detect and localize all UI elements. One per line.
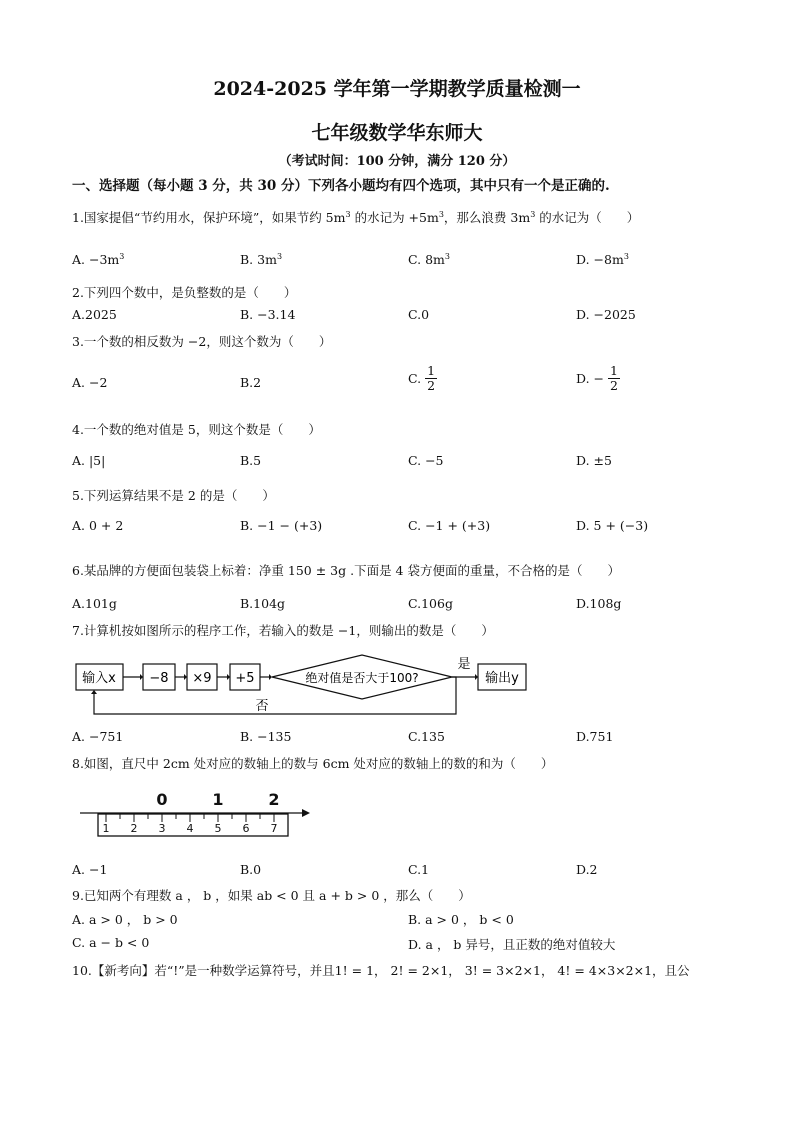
q3-option-d: D. − $\frac{1}{2}$: [576, 363, 618, 393]
q6-option-a: A.101g: [72, 596, 117, 611]
q4-option-a: A. |5|: [72, 453, 106, 468]
ruler-label: 3: [158, 822, 166, 835]
ruler-label: 6: [242, 822, 250, 835]
q5-option-b: B. −1 − (+3): [240, 518, 323, 533]
axis-arrow: [302, 809, 310, 817]
question-9-stem: 9.已知两个有理数 a ， b ，如果 ab < 0 且 a + b > 0 ，那么（ ）: [72, 888, 471, 903]
question-5-stem: 5.下列运算结果不是 2 的是（ ）: [72, 488, 275, 503]
q8-option-b: B.0: [240, 862, 262, 877]
q1-option-d: D. $-8m^3$: [576, 251, 629, 267]
q3-option-b: B.2: [240, 375, 262, 390]
q9-option-d: D. a ， b 异号，且正数的绝对值较大: [408, 937, 616, 952]
ruler-label: 7: [270, 822, 278, 835]
flow-output-label: 输出y: [485, 671, 519, 686]
q7-option-a: A. −751: [72, 729, 124, 744]
axis-label: 0: [156, 790, 168, 809]
exam-note: （考试时间：100 分钟，满分 120 分）: [278, 154, 516, 169]
flow-yes-label: 是: [457, 657, 471, 672]
q7-option-c: C.135: [408, 729, 445, 744]
q9-option-b: B. a > 0 ， b < 0: [408, 912, 514, 927]
q5-option-c: C. −1 + (+3): [408, 518, 491, 533]
question-1-stem: 1.国家提倡“节约用水，保护环境”，如果节约 $5m^3$ 的水记为 $+5m^3$，那么浪费 $3m^3$ 的水记为（ ）: [72, 209, 640, 225]
q7-option-b: B. −135: [240, 729, 292, 744]
q8-option-a: A. −1: [72, 862, 108, 877]
q6-option-c: C.106g: [408, 596, 453, 611]
q3-option-c: C. $\frac{1}{2}$: [408, 363, 436, 393]
flow-decision-label: 绝对值是否大于100?: [305, 671, 419, 685]
question-6-stem: 6.某品牌的方便面包装袋上标着：净重 150 ± 3g .下面是 4 袋方便面的重量，不合格的是（ ）: [72, 563, 620, 578]
ruler-label: 2: [130, 822, 138, 835]
q4-option-c: C. −5: [408, 453, 444, 468]
fraction: $\frac{1}{2}$: [427, 363, 436, 393]
q7-option-d: D.751: [576, 729, 614, 744]
exam-title: 2024-2025 学年第一学期教学质量检测一: [213, 78, 581, 100]
flow-input-label: 输入x: [82, 671, 116, 686]
q2-option-b: B. −3.14: [240, 307, 296, 322]
q6-option-b: B.104g: [240, 596, 286, 611]
question-4-stem: 4.一个数的绝对值是 5，则这个数是（ ）: [72, 422, 321, 437]
q3-option-a: A. −2: [72, 375, 108, 390]
q5-option-a: A. 0 + 2: [72, 518, 124, 533]
flowchart: [72, 652, 532, 720]
flow-step1-label: −8: [149, 671, 169, 686]
exam-subtitle: 七年级数学华东师大: [311, 122, 483, 144]
q1-option-c: C. $8m^3$: [408, 251, 450, 267]
section-heading: 一、选择题（每小题 3 分，共 30 分）下列各小题均有四个选项，其中只有一个是正确的.: [72, 178, 610, 194]
question-10-stem: 10.【新考向】若“!”是一种数学运算符号，并且1! = 1， 2! = 2×1， 3! = 3×2×1， 4! = 4×3×2×1，且公: [72, 963, 690, 978]
question-3-stem: 3.一个数的相反数为 −2，则这个数为（ ）: [72, 334, 332, 349]
q8-option-c: C.1: [408, 862, 430, 877]
ruler-number-line: [78, 785, 318, 845]
flow-no-label: 否: [255, 699, 269, 714]
q4-option-b: B.5: [240, 453, 262, 468]
axis-label: 2: [268, 790, 280, 809]
q1-option-b: B. $3m^3$: [240, 251, 283, 267]
flow-step3-label: +5: [235, 671, 255, 686]
axis-label: 1: [212, 790, 224, 809]
q9-option-c: C. a − b < 0: [72, 935, 150, 950]
ruler-label: 1: [102, 822, 110, 835]
q2-option-c: C.0: [408, 307, 430, 322]
q8-option-d: D.2: [576, 862, 598, 877]
question-7-stem: 7.计算机按如图所示的程序工作，若输入的数是 −1，则输出的数是（ ）: [72, 623, 494, 638]
q2-option-d: D. −2025: [576, 307, 636, 322]
question-2-stem: 2.下列四个数中，是负整数的是（ ）: [72, 285, 297, 300]
fraction: $\frac{1}{2}$: [609, 363, 618, 393]
question-8-stem: 8.如图，直尺中 2cm 处对应的数轴上的数与 6cm 处对应的数轴上的数的和为（ ）: [72, 756, 554, 771]
q1-option-a: A. $-3m^3$: [72, 251, 125, 267]
q2-option-a: A.2025: [72, 307, 117, 322]
ruler-label: 4: [186, 822, 194, 835]
flow-step2-label: ×9: [192, 671, 212, 686]
q6-option-d: D.108g: [576, 596, 622, 611]
q5-option-d: D. 5 + (−3): [576, 518, 649, 533]
ruler-label: 5: [214, 822, 222, 835]
q9-option-a: A. a > 0 ， b > 0: [72, 912, 178, 927]
q4-option-d: D. ±5: [576, 453, 612, 468]
